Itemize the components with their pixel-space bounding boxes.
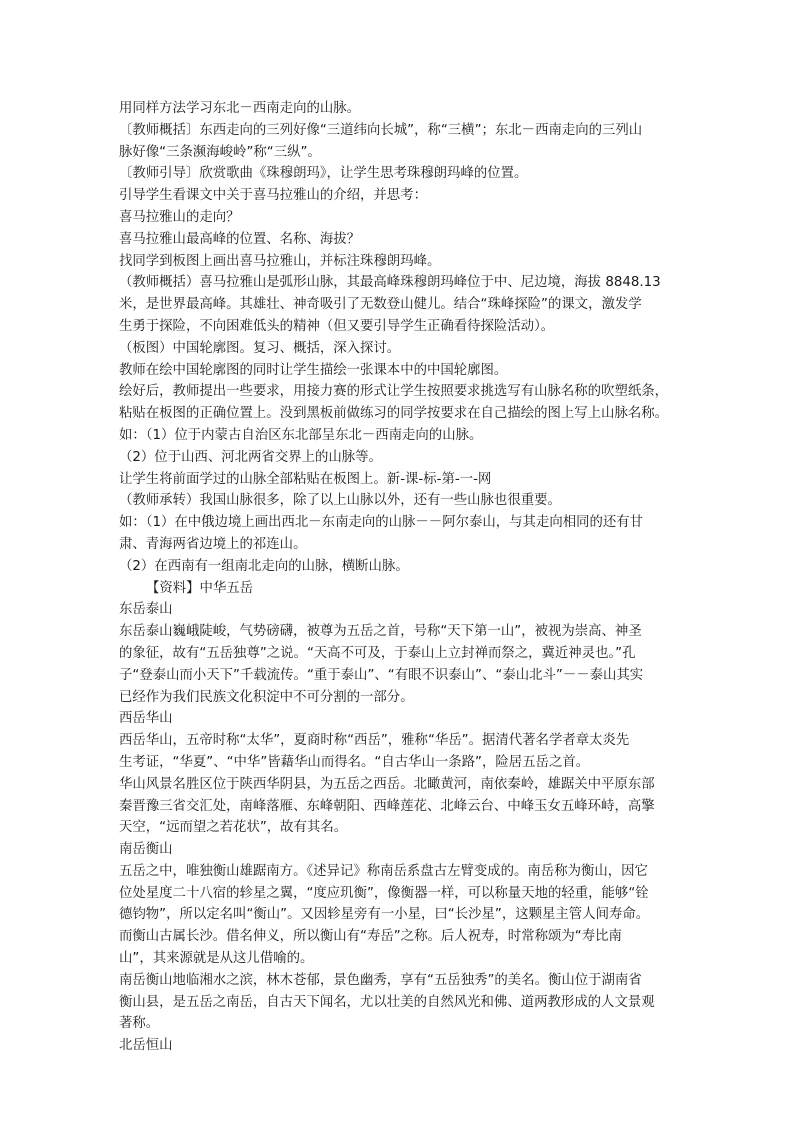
text-line: 南岳衡山地临湘水之滨，林木苍郁，景色幽秀，享有“五岳独秀”的美名。衡山位于湖南省 (119, 972, 642, 988)
text-line: 生考证，“华夏”、“中华”皆藉华山而得名。“自古华山一条路”，险居五岳之首。 (119, 754, 590, 770)
text-line: 德钧物”，所以定名叫“衡山”。又因轸星旁有一小星，曰“长沙星”，这颗星主管人间寿命。 (119, 907, 650, 923)
text-line: （教师概括）喜马拉雅山是弧形山脉，其最高峰珠穆朗玛峰位于中、尼边境，海拔 8848.13 (119, 275, 661, 291)
text-line: （教师承转）我国山脉很多，除了以上山脉以外，还有一些山脉也很重要。 (119, 493, 561, 509)
text-line: 找同学到板图上画出喜马拉雅山，并标注珠穆朗玛峰。 (119, 253, 441, 269)
text-line: 东岳泰山巍峨陡峻，气势磅礴，被尊为五岳之首，号称“天下第一山”，被视为崇高、神圣 (119, 624, 642, 640)
text-line: 子“登泰山而小天下”千载流传。“重于泰山”、“有眼不识泰山”、“泰山北斗”－－泰山其实 (119, 667, 644, 683)
text-line: 已经作为我们民族文化积淀中不可分割的一部分。 (119, 689, 414, 705)
text-line: 西岳华山，五帝时称“太华”，夏商时称“西岳”，雅称“华岳”。据清代著名学者章太炎先 (119, 733, 630, 749)
text-line: 衡山县，是五岳之南岳，自古天下闻名，尤以壮美的自然风光和佛、道两教形成的人文景观 (119, 994, 655, 1010)
text-line: 如：（1）位于内蒙古自治区东北部呈东北－西南走向的山脉。 (119, 427, 483, 443)
text-line: 绘好后，教师提出一些要求，用接力赛的形式让学生按照要求挑选写有山脉名称的吹塑纸条， (119, 384, 669, 400)
document-body (119, 98, 684, 1057)
text-line: 而衡山古属长沙。借名伸义，所以衡山有“寿岳”之称。后人祝寿，时常称颂为“寿比南 (119, 929, 622, 945)
text-line: （2）位于山西、河北两省交界上的山脉等。 (119, 449, 382, 465)
text-line: 肃、青海两省边境上的祁连山。 (119, 536, 307, 552)
text-line: 教师在绘中国轮廓图的同时让学生描绘一张课本中的中国轮廓图。 (119, 362, 508, 378)
section-heading-resource: 【资料】中华五岳 (146, 580, 254, 596)
question-line: 喜马拉雅山的走向？ (119, 209, 240, 225)
text-line: 秦晋豫三省交汇处，南峰落雁、东峰朝阳、西峰莲花、北峰云台、中峰玉女五峰环峙，高擎 (119, 798, 655, 814)
text-line: 山”，其来源就是从这儿借喻的。 (119, 951, 314, 967)
text-line: 位处星度二十八宿的轸星之翼，“度应玑衡”，像衡器一样，可以称量天地的轻重，能够“铨 (119, 885, 649, 901)
text-line: （板图）中国轮廓图。复习、概括，深入探讨。 (119, 340, 401, 356)
text-line: （2）在西南有一组南北走向的山脉，横断山脉。 (119, 558, 409, 574)
text-line: 天空，“远而望之若花状”，故有其名。 (119, 820, 348, 836)
text-line: 引导学生看课文中关于喜马拉雅山的介绍，并思考： (119, 188, 427, 204)
text-line: 五岳之中，唯独衡山雄踞南方。《述异记》称南岳系盘古左臂变成的。南岳称为衡山，因它 (119, 863, 648, 879)
subheading-xiyue-huashan: 西岳华山 (119, 711, 173, 727)
question-line: 喜马拉雅山最高峰的位置、名称、海拔？ (119, 231, 361, 247)
text-line: 米，是世界最高峰。其雄壮、神奇吸引了无数登山健儿。结合“珠峰探险”的课文，激发学 (119, 297, 642, 313)
text-line: 生勇于探险，不向困难低头的精神（但又要引导学生正确看待探险活动）。 (119, 318, 555, 334)
text-line: 如：（1）在中俄边境上画出西北－东南走向的山脉－－阿尔泰山，与其走向相同的还有甘 (119, 515, 644, 531)
text-line: 〔教师概括〕东西走向的三列好像“三道纬向长城”，称“三横”；东北－西南走向的三列山 (119, 122, 643, 138)
text-line: 的象征，故有“五岳独尊”之说。“天高不可及，于泰山上立封禅而祭之，冀近神灵也。”孔 (119, 645, 636, 661)
text-line: 〔教师引导〕欣赏歌曲《珠穆朗玛》，让学生思考珠穆朗玛峰的位置。 (119, 166, 528, 182)
subheading-dongyue-taishan: 东岳泰山 (119, 602, 173, 618)
text-line: 粘贴在板图的正确位置上。没到黑板前做练习的同学按要求在自己描绘的图上写上山脉名称。 (119, 406, 669, 422)
text-line: 华山风景名胜区位于陕西华阴县，为五岳之西岳。北瞰黄河，南依秦岭，雄踞关中平原东部 (119, 776, 655, 792)
text-line: 著称。 (119, 1016, 160, 1032)
subheading-nanyue-hengshan: 南岳衡山 (119, 842, 173, 858)
text-line: 脉好像“三条濒海峻岭”称“三纵”。 (119, 144, 321, 160)
subheading-beiyue-hengshan: 北岳恒山 (119, 1038, 173, 1054)
text-line: 用同样方法学习东北－西南走向的山脉。 (119, 101, 361, 116)
text-line: 让学生将前面学过的山脉全部粘贴在板图上。新-课-标-第-一-网 (119, 471, 492, 487)
